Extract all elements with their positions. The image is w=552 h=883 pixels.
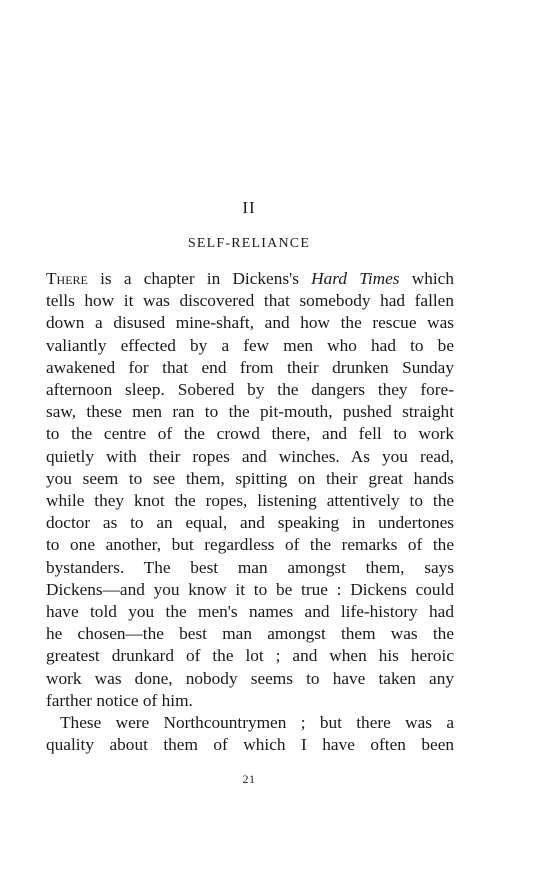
drop-word: There <box>46 269 88 288</box>
text-line: Dickens—and you know it to be true : Dickens could <box>46 579 454 599</box>
body-text <box>46 268 454 756</box>
chapter-number: II <box>242 198 256 217</box>
text-line: afternoon sleep. Sobered by the dangers they fore- <box>46 380 454 400</box>
book-title: Hard Times <box>311 269 400 288</box>
text-line: down a disused mine-shaft, and how the rescue was <box>46 313 454 333</box>
text-fragment: which <box>399 269 454 288</box>
text-line <box>46 268 454 290</box>
text-fragment: is a chapter in Dickens's <box>87 269 312 288</box>
text-line: awakened for that end from their drunken Sunday <box>46 357 454 377</box>
text-line: greatest drunkard of the lot ; and when his heroic <box>46 646 454 666</box>
text-line: These were Northcountrymen ; but there was a <box>60 713 454 733</box>
text-line: bystanders. The best man amongst them, says <box>46 557 454 577</box>
text-line: valiantly effected by a few men who had to be <box>46 335 454 355</box>
text-line: work was done, nobody seems to have taken any <box>46 668 454 688</box>
text-line: doctor as to an equal, and speaking in undertones <box>46 513 454 533</box>
text-line: have told you the men's names and life-history had <box>46 602 454 622</box>
chapter-title: SELF-RELIANCE <box>187 236 311 251</box>
text-line: he chosen—the best man amongst them was the <box>46 624 454 644</box>
page-number: 21 <box>242 772 256 786</box>
text-line: quality about them of which I have often been <box>46 735 454 755</box>
text-line: saw, these men ran to the pit-mouth, pushed straight <box>46 402 454 422</box>
text-line: tells how it was discovered that somebody had fallen <box>46 291 454 311</box>
text-line: while they knot the ropes, listening attentively to the <box>46 491 454 511</box>
text-line: to one another, but regardless of the remarks of the <box>46 535 454 555</box>
text-line: you seem to see them, spitting on their great hands <box>46 468 454 488</box>
text-line: farther notice of him. <box>46 690 193 710</box>
text-line: to the centre of the crowd there, and fell to work <box>46 424 454 444</box>
text-line: quietly with their ropes and winches. As you read, <box>46 446 454 466</box>
